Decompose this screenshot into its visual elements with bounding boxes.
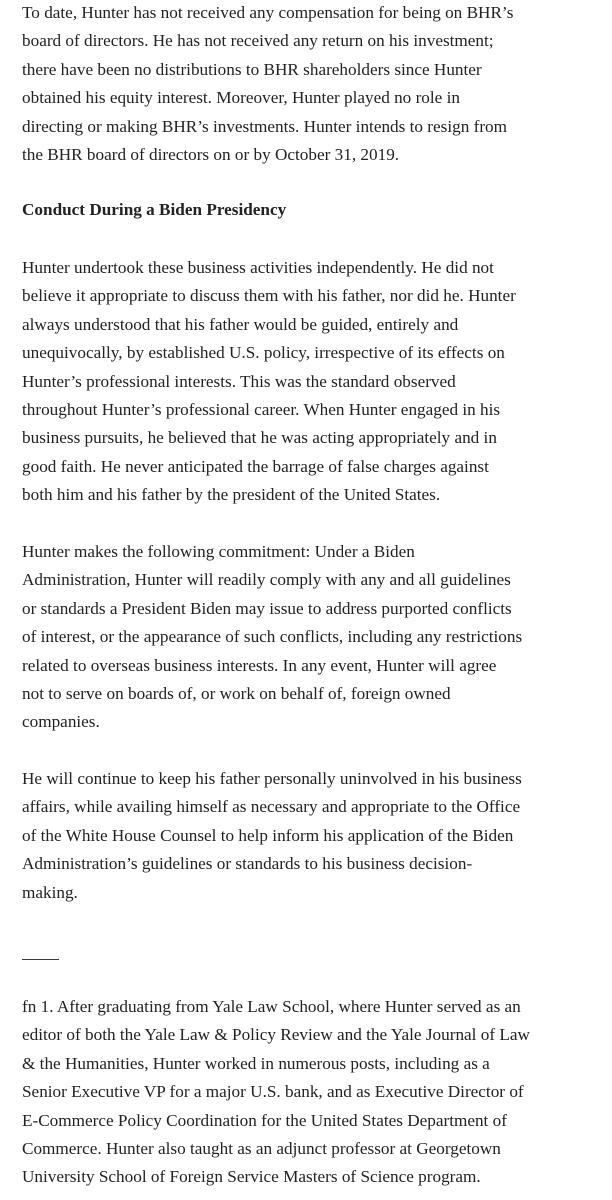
paragraph-commitment <box>22 538 606 737</box>
footnote-separator <box>22 959 59 960</box>
text-line: Hunter makes the following commitment: Under a Biden <box>22 542 415 561</box>
text-line: unequivocally, by established U.S. policy, irrespective of its effects on <box>22 343 505 363</box>
paragraph-father-uninvolved <box>22 765 606 907</box>
paragraph-bhr-compensation <box>22 0 606 169</box>
text-line: To date, Hunter has not received any compensation for being on BHR’s <box>22 3 514 22</box>
text-line: E-Commerce Policy Coordination for the United States Department of <box>22 1110 507 1130</box>
text-line: believe it appropriate to discuss them with his father, nor did he. Hunter <box>22 286 516 306</box>
text-line: good faith. He never anticipated the barrage of false charges against <box>22 456 489 476</box>
heading-text: Conduct During a Biden Presidency <box>22 200 287 219</box>
text-line: Hunter undertook these business activities independently. He did not <box>22 258 494 277</box>
text-line: fn 1. After graduating from Yale Law School, where Hunter served as an <box>22 997 521 1016</box>
text-line: University School of Foreign Service Masters of Science program. <box>22 1167 481 1187</box>
text-line: throughout Hunter’s professional career. When Hunter engaged in his <box>22 400 501 420</box>
text-line: companies. <box>22 712 100 732</box>
text-line: not to serve on boards of, or work on behalf of, foreign owned <box>22 684 451 704</box>
text-line: of the White House Counsel to help inform his application of the Biden <box>22 825 514 845</box>
footnote-1 <box>22 993 606 1192</box>
text-line: Administration’s guidelines or standards to his business decision- <box>22 854 473 874</box>
text-line: affairs, while availing himself as necessary and appropriate to the Office <box>22 797 521 817</box>
text-line: & the Humanities, Hunter worked in numerous posts, including as a <box>22 1053 490 1073</box>
text-line: He will continue to keep his father personally uninvolved in his business <box>22 769 522 788</box>
text-line: business pursuits, he believed that he was acting appropriately and in <box>22 428 497 448</box>
text-line: directing or making BHR’s investments. Hunter intends to resign from <box>22 116 508 136</box>
paragraph-independent-activities <box>22 254 606 510</box>
text-line: the BHR board of directors on or by October 31, 2019. <box>22 145 400 165</box>
text-line: Administration, Hunter will readily comply with any and all guidelines <box>22 570 511 590</box>
text-line: Senior Executive VP for a major U.S. bank, and as Executive Director of <box>22 1082 524 1102</box>
text-line: making. <box>22 882 78 902</box>
text-line: board of directors. He has not received any return on his investment; <box>22 31 494 51</box>
text-line: editor of both the Yale Law & Policy Review and the Yale Journal of Law <box>22 1025 530 1045</box>
text-line: related to overseas business interests. In any event, Hunter will agree <box>22 655 497 675</box>
text-line: of interest, or the appearance of such conflicts, including any restrictions <box>22 627 523 647</box>
section-heading <box>22 196 606 224</box>
text-line: both him and his father by the president of the United States. <box>22 485 441 505</box>
text-line: obtained his equity interest. Moreover, Hunter played no role in <box>22 88 460 108</box>
text-line: Hunter’s professional interests. This was the standard observed <box>22 371 456 391</box>
text-line: there have been no distributions to BHR shareholders since Hunter <box>22 59 482 79</box>
text-line: Commerce. Hunter also taught as an adjunct professor at Georgetown <box>22 1139 501 1159</box>
text-line: or standards a President Biden may issue to address purported conflicts <box>22 598 512 618</box>
text-line: always understood that his father would be guided, entirely and <box>22 314 459 334</box>
